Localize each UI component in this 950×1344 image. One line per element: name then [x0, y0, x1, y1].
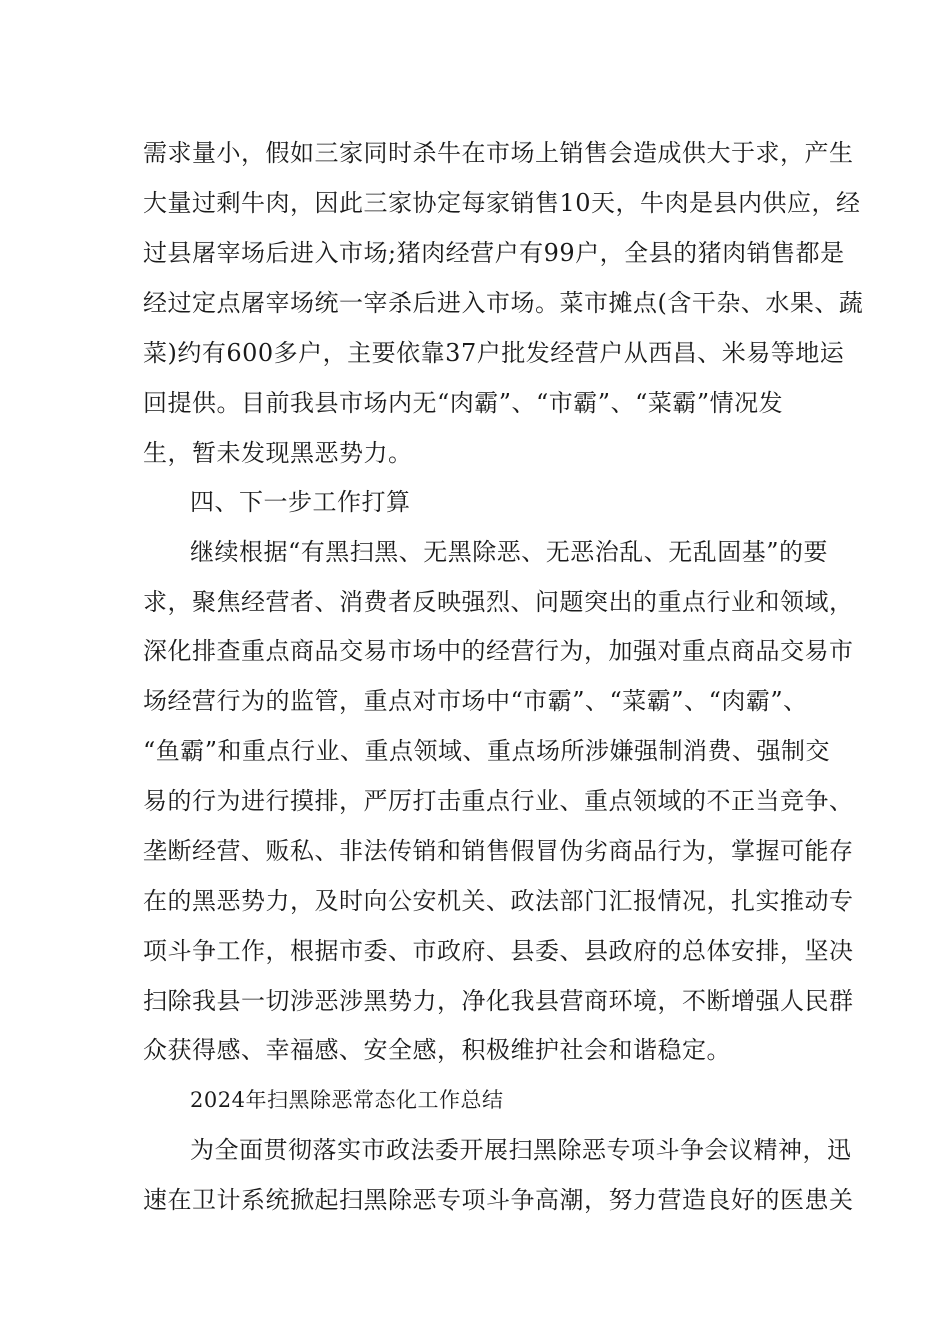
- paragraph-line: 易的行为进行摸排，严厉打击重点行业、重点领域的不正当竞争、: [143, 787, 854, 815]
- paragraph-line: 扫除我县一切涉恶涉黑势力，净化我县营商环境，不断增强人民群: [143, 987, 854, 1015]
- paragraph-line: 菜)约有600多户，主要依靠37户批发经营户从西昌、米易等地运: [143, 339, 845, 367]
- paragraph-line: 过县屠宰场后进入市场;猪肉经营户有99户，全县的猪肉销售都是: [143, 239, 845, 267]
- paragraph-line: 在的黑恶势力，及时向公安机关、政法部门汇报情况，扎实推动专: [143, 887, 854, 915]
- paragraph-line: 需求量小，假如三家同时杀牛在市场上销售会造成供大于求，产生: [143, 139, 854, 167]
- section-heading: 四、下一步工作打算: [190, 488, 411, 516]
- paragraph-line: 深化排查重点商品交易市场中的经营行为，加强对重点商品交易市: [143, 637, 854, 665]
- paragraph-line: 大量过剩牛肉，因此三家协定每家销售10天，牛肉是县内供应，经: [143, 189, 861, 217]
- paragraph-line: 场经营行为的监管，重点对市场中“市霸”、“菜霸”、“肉霸”、: [143, 687, 808, 715]
- paragraph-line: 为全面贯彻落实市政法委开展扫黑除恶专项斗争会议精神，迅: [190, 1136, 852, 1164]
- paragraph-line: 垄断经营、贩私、非法传销和销售假冒伪劣商品行为，掌握可能存: [143, 837, 854, 865]
- paragraph-line: 求，聚焦经营者、消费者反映强烈、问题突出的重点行业和领域，: [143, 588, 854, 616]
- paragraph-line: “鱼霸”和重点行业、重点领域、重点场所涉嫌强制消费、强制交: [143, 737, 831, 765]
- paragraph-line: 速在卫计系统掀起扫黑除恶专项斗争高潮，努力营造良好的医患关: [143, 1186, 854, 1214]
- paragraph-line: 回提供。目前我县市场内无“肉霸”、“市霸”、“菜霸”情况发: [143, 389, 784, 417]
- paragraph-line: 生，暂未发现黑恶势力。: [143, 439, 413, 467]
- paragraph-line: 项斗争工作，根据市委、市政府、县委、县政府的总体安排，坚决: [143, 937, 854, 965]
- paragraph-line: 众获得感、幸福感、安全感，积极维护社会和谐稳定。: [143, 1036, 731, 1064]
- paragraph-line: 继续根据“有黑扫黑、无黑除恶、无恶治乱、无乱固基”的要: [190, 538, 829, 566]
- document-title: 2024年扫黑除恶常态化工作总结: [190, 1088, 504, 1112]
- paragraph-line: 经过定点屠宰场统一宰杀后进入市场。菜市摊点(含干杂、水果、蔬: [143, 289, 864, 317]
